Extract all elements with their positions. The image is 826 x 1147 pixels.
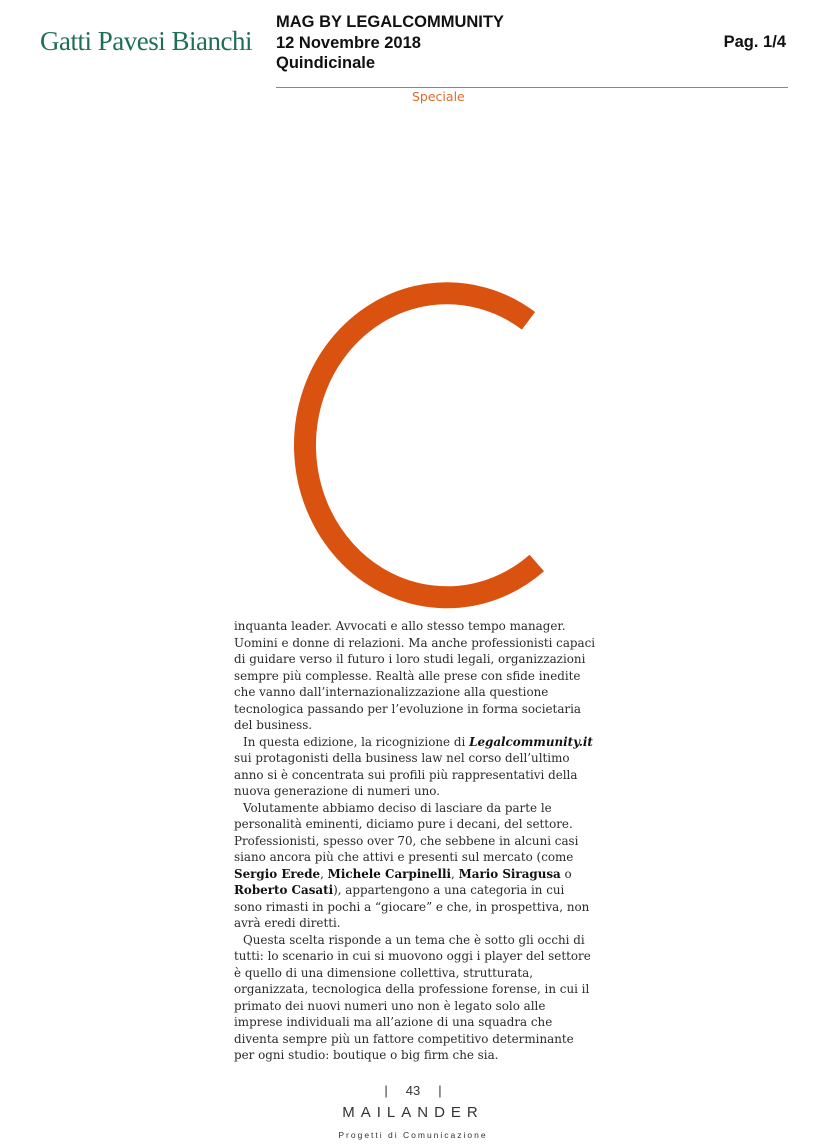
- paragraph-2: [234, 734, 596, 800]
- page-number: 43: [405, 1083, 421, 1098]
- name-michele-carpinelli: Michele Carpinelli: [327, 866, 452, 881]
- separator: ,: [320, 866, 328, 881]
- folio-bar-left: |: [384, 1083, 388, 1098]
- separator: ,: [451, 866, 459, 881]
- article-body: [234, 618, 596, 1064]
- page-count: Pag. 1/4: [723, 33, 786, 51]
- legalcommunity-site: Legalcommunity.it: [469, 734, 593, 749]
- paragraph-4: Questa scelta risponde a un tema che è sotto gli occhi di tutti: lo scenario in cui si muovono oggi i player del settore è quello di una dimensione collettiva, strutturata, organizzata, tecnologica della professione forense, in cui il primato dei nuovi numeri uno non è legato solo alle imprese individuali ma all’azione di una squadra che diventa sempre più un fattore competitivo determinante per ogni studio: boutique o big firm che sia.: [234, 932, 591, 1062]
- page-folio: [0, 1083, 826, 1098]
- separator: o: [560, 866, 572, 881]
- publication-date: 12 Novembre 2018: [276, 33, 421, 52]
- mailander-tagline: Progetti di Comunicazione: [338, 1130, 488, 1140]
- paragraph-3: [234, 800, 596, 932]
- drop-cap-c-stroke: [305, 293, 537, 597]
- gatti-pavesi-bianchi-logo: Gatti Pavesi Bianchi: [40, 26, 252, 56]
- name-mario-siragusa: Mario Siragusa: [458, 866, 561, 881]
- publication-frequency: Quindicinale: [276, 54, 376, 72]
- publication-title: MAG BY LEGALCOMMUNITY: [276, 13, 504, 31]
- paragraph-2-text-b: sui protagonisti della business law nel corso dell’ultimo anno si è concentrata sui profili più rappresentativi della nuova generazione di numeri uno.: [234, 751, 578, 798]
- paragraph-2-text-a: In questa edizione, la ricognizione di: [243, 734, 470, 749]
- paragraph-3-text-b: ), appartengono a una categoria in cui sono rimasti in pochi a “giocare” e che, in prospettiva, non avrà eredi diretti.: [234, 883, 590, 930]
- paragraph-1: inquanta leader. Avvocati e allo stesso tempo manager. Uomini e donne di relazioni. Ma anche professionisti capaci di guidare verso il futuro i loro studi legali, organizzazioni sempre più complesse. Realtà alle prese con sfide inedite che vanno dall’internazionalizzazione alla questione tecnologica passando per l’evoluzione in forma societaria del business.: [234, 619, 596, 732]
- name-sergio-erede: Sergio Erede: [234, 866, 321, 881]
- name-roberto-casati: Roberto Casati: [234, 883, 334, 897]
- mailander-brand: MAILANDER: [342, 1104, 484, 1121]
- section-label: Speciale: [412, 89, 465, 104]
- paragraph-3-text-a: Volutamente abbiamo deciso di lasciare da parte le personalità eminenti, diciamo pure i decani, del settore. Professionisti, spesso over 70, che sebbene in alcuni casi siano ancora più che attivi e presenti sul mercato (come: [234, 800, 579, 864]
- folio-bar-right: |: [438, 1083, 442, 1098]
